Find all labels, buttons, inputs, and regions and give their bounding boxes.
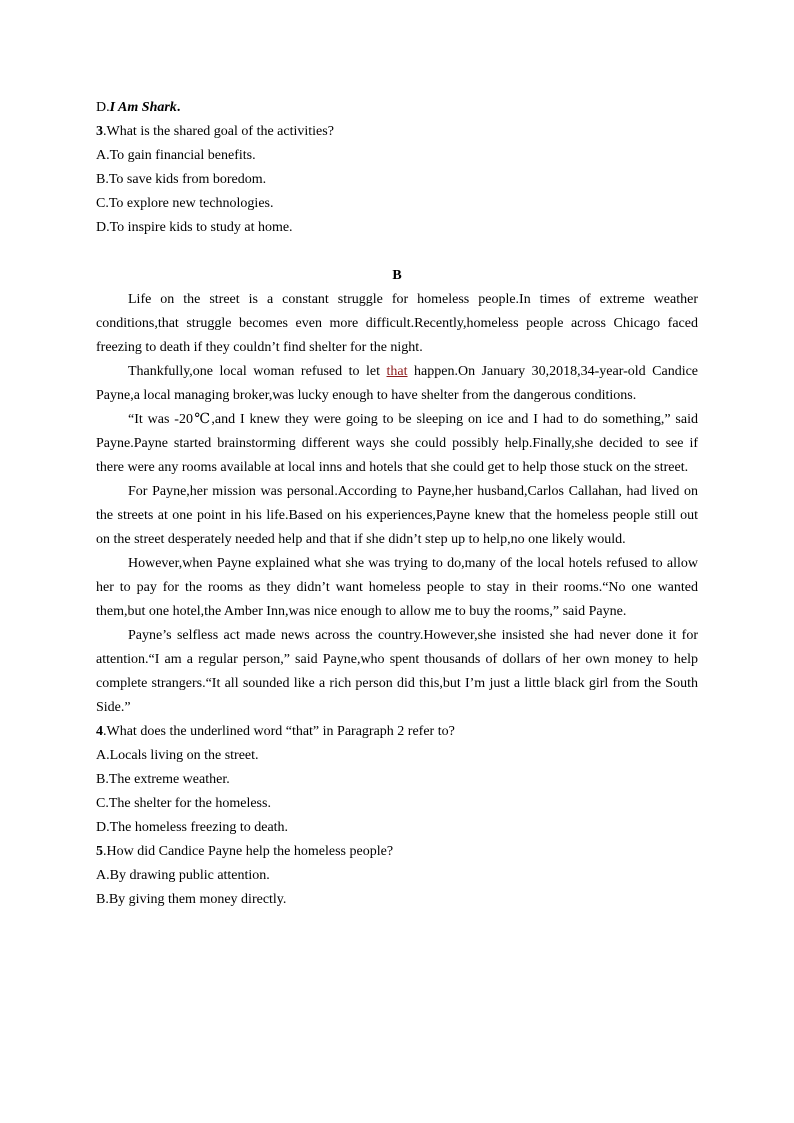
passage-paragraph-2 bbox=[96, 360, 698, 408]
section-b-title: B bbox=[392, 268, 402, 283]
question-4-number: 4 bbox=[96, 724, 103, 739]
document-content bbox=[96, 96, 698, 912]
passage-b bbox=[96, 288, 698, 720]
question-3-option-b: B.To save kids from boredom. bbox=[96, 172, 267, 187]
passage-paragraph-1: Life on the street is a constant struggle for homeless people.In times of extreme weather conditions,that struggle becomes even more difficult.Recently,homeless people across Chicago faced freezing to death if they couldn’t find shelter for the night. bbox=[96, 292, 698, 355]
passage-paragraph-4: For Payne,her mission was personal.According to Payne,her husband,Carlos Callahan, had lived on the streets at one point in his life.Based on his experiences,Payne knew that the homeless people still out on the street desperately needed help and that if she didn’t step up to help,no one likely would. bbox=[96, 484, 698, 547]
question-5-option-a: A.By drawing public attention. bbox=[96, 868, 270, 883]
passage-paragraph-5: However,when Payne explained what she was trying to do,many of the local hotels refused to allow her to pay for the rooms as they didn’t want homeless people to stay in their rooms.“No one wanted them,but one hotel,the Amber Inn,was nice enough to allow me to buy the rooms,” said Payne. bbox=[96, 556, 698, 619]
question-4 bbox=[96, 720, 698, 744]
question-4-text: .What does the underlined word “that” in Paragraph 2 refer to? bbox=[103, 724, 455, 739]
question-3-option-c: C.To explore new technologies. bbox=[96, 196, 274, 211]
prev-option-d bbox=[96, 96, 698, 120]
passage-paragraph-6: Payne’s selfless act made news across the country.However,she insisted she had never done it for attention.“I am a regular person,” said Payne,who spent thousands of dollars of her own money to help complete strangers.“It all sounded like a rich person did this,but I’m just a little black girl from the South Side.” bbox=[96, 628, 698, 715]
question-4-option-b: B.The extreme weather. bbox=[96, 772, 230, 787]
question-3-option-d: D.To inspire kids to study at home. bbox=[96, 220, 293, 235]
prev-option-d-prefix: D. bbox=[96, 100, 110, 115]
underlined-word-that: that bbox=[386, 364, 408, 379]
question-5-text: .How did Candice Payne help the homeless people? bbox=[103, 844, 394, 859]
question-3-option-a: A.To gain financial benefits. bbox=[96, 148, 256, 163]
paragraph-2-after: happen.On January 30,2018,34-year-old Candice Payne,a local managing broker,was lucky enough to have shelter from the dangerous conditions. bbox=[96, 364, 699, 403]
question-4-option-c: C.The shelter for the homeless. bbox=[96, 796, 271, 811]
question-3-text: .What is the shared goal of the activities? bbox=[103, 124, 334, 139]
question-3-number: 3 bbox=[96, 124, 103, 139]
passage-paragraph-3: “It was -20℃,and I knew they were going to be sleeping on ice and I had to do something,” said Payne.Payne started brainstorming different ways she could possibly help.Finally,she decided to see if there were any rooms available at local inns and hotels that she could get to help those stuck on the street. bbox=[96, 412, 698, 475]
question-5 bbox=[96, 840, 698, 864]
question-5-number: 5 bbox=[96, 844, 103, 859]
prev-option-d-title: I Am Shark bbox=[109, 100, 177, 115]
question-4-option-a: A.Locals living on the street. bbox=[96, 748, 259, 763]
question-4-option-d: D.The homeless freezing to death. bbox=[96, 820, 289, 835]
paragraph-2-before: Thankfully,one local woman refused to let bbox=[128, 364, 387, 379]
question-3 bbox=[96, 120, 698, 144]
question-5-option-b: B.By giving them money directly. bbox=[96, 892, 287, 907]
prev-option-d-end: . bbox=[176, 100, 181, 115]
